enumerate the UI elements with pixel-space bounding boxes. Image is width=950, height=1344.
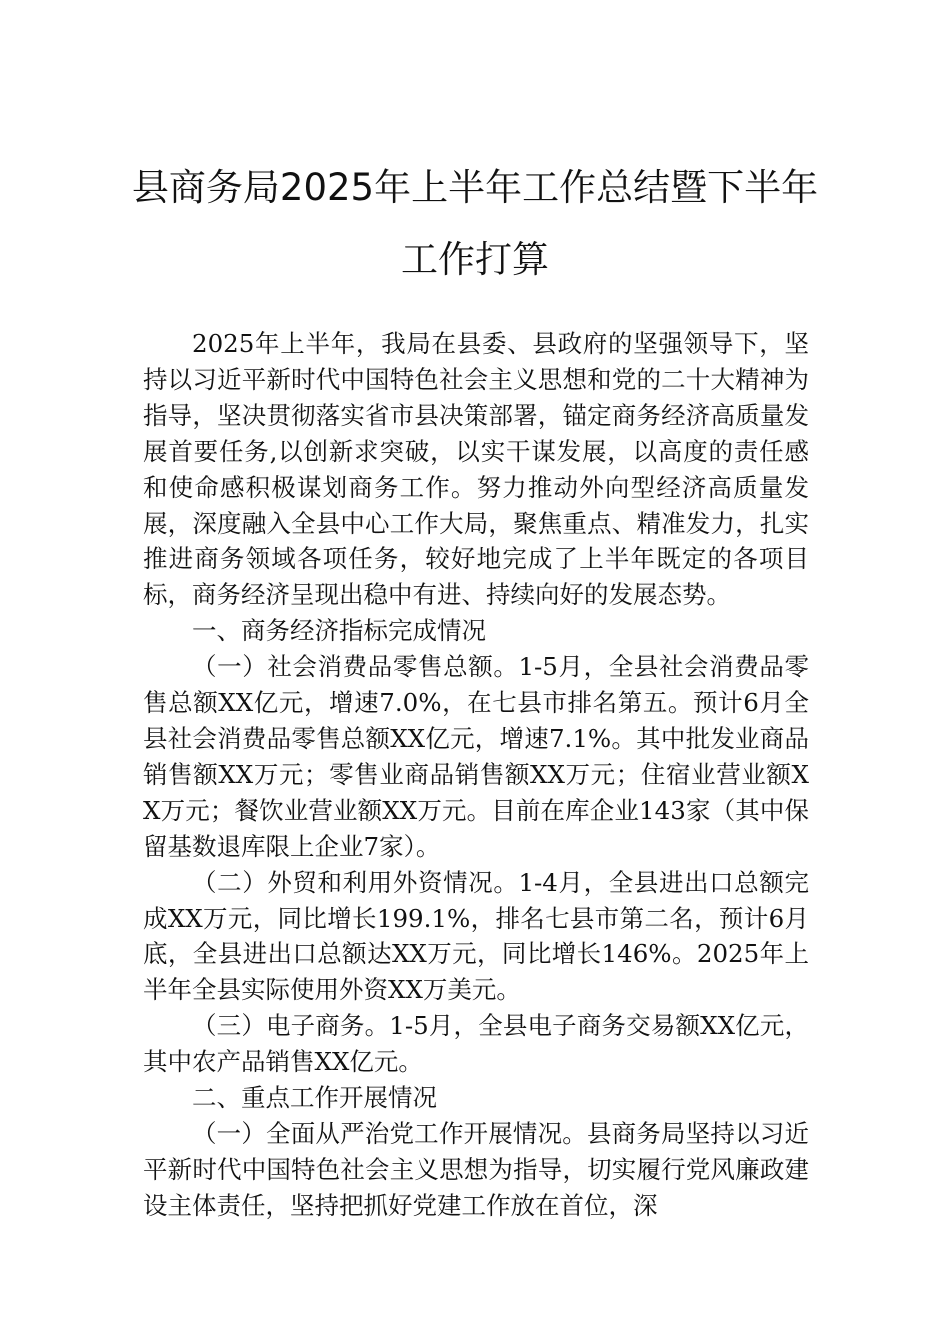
document-title (120, 152, 830, 296)
intro-paragraph: 2025年上半年，我局在县委、县政府的坚强领导下，坚持以习近平新时代中国特色社会主义思想和党的二十大精神为指导，坚决贯彻落实省市县决策部署，锚定商务经济高质量发展首要任务,以创新求突破，以实干谋发展，以高度的责任感和使命感积极谋划商务工作。努力推动外向型经济高质量发展，深度融入全县中心工作大局，聚焦重点、精准发力，扎实推进商务领域各项任务，较好地完成了上半年既定的各项目标，商务经济呈现出稳中有进、持续向好的发展态势。 (143, 329, 809, 610)
paragraph-retail-sales: （一）社会消费品零售总额。1-5月，全县社会消费品零售总额XX亿元，增速7.0%，在七县市排名第五。预计6月全县社会消费品零售总额XX亿元，增速7.1%。其中批发业商品销售额XX万元；零售业商品销售额XX万元；住宿业营业额XX万元；餐饮业营业额XX万元。目前在库企业143家（其中保留基数退库限上企业7家）。 (143, 652, 809, 861)
title-line-2: 工作打算 (401, 238, 549, 281)
section-heading-1: 一、商务经济指标完成情况 (192, 616, 486, 646)
section-heading-2: 二、重点工作开展情况 (192, 1083, 437, 1113)
paragraph-foreign-trade: （二）外贸和利用外资情况。1-4月，全县进出口总额完成XX万元，同比增长199.1%，排名七县市第二名，预计6月底，全县进出口总额达XX万元，同比增长146%。2025年上半年全县实际使用外资XX万美元。 (143, 867, 809, 1005)
document-body (143, 326, 809, 1224)
paragraph-party-building: （一）全面从严治党工作开展情况。县商务局坚持以习近平新时代中国特色社会主义思想为指导，切实履行党风廉政建设主体责任，坚持把抓好党建工作放在首位，深 (143, 1118, 809, 1220)
paragraph-e-commerce: （三）电子商务。1-5月，全县电子商务交易额XX亿元，其中农产品销售XX亿元。 (143, 1011, 809, 1077)
title-line-1: 县商务局2025年上半年工作总结暨下半年 (131, 166, 819, 209)
